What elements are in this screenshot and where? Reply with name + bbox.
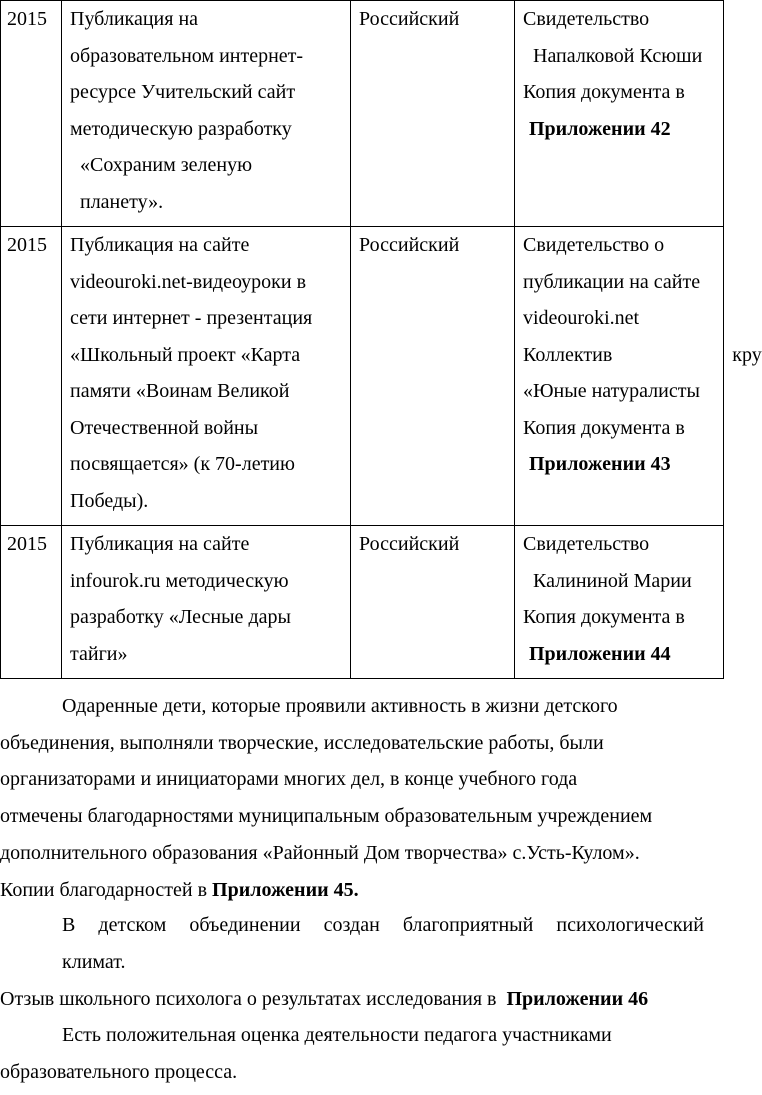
document-cell: Свидетельство Напалковой Ксюши Копия документа в Приложении 42 [515, 1, 724, 227]
year-cell: 2015 [1, 526, 62, 679]
description-cell: Публикация на образовательном интернет- ресурсе Учительский сайт методическую разработку «Сохраним зеленую планету». [62, 1, 351, 227]
climate-paragraph: В детском объединении создан благоприятный психологический климат. [62, 914, 704, 973]
table-row [1, 1, 724, 227]
table-row [1, 526, 724, 679]
description-cell: Публикация на сайте videouroki.net-видеоуроки в сети интернет - презентация «Школьный проект «Карта памяти «Воинам Великой Отечественной войны посвящается» (к 70-летию Победы). [62, 227, 351, 526]
document-cell: Свидетельство Калининой Марии Копия документа в Приложении 44 [515, 526, 724, 679]
psychologist-review-line: Отзыв школьного психолога о результатах исследования в Приложении 46 [0, 988, 649, 1010]
positive-evaluation-paragraph: Есть положительная оценка деятельности педагога участниками образовательного процесса. [0, 1024, 612, 1083]
year-cell: 2015 [1, 1, 62, 227]
document-cell: Свидетельство о публикации на сайте videouroki.net Коллектив кру «Юные натуралисты Копия документа в Приложении 43 [515, 227, 724, 526]
gifted-children-paragraph: Одаренные дети, которые проявили активность в жизни детского объединения, выполняли творческие, исследовательские работы, были организаторами и инициаторами многих дел, в конце учебного года отмечены благодарностями муниципальным образовательным учреждением дополнительного образования «Районный Дом творчества» с.Усть-Кулом». Копии благодарностей в Приложении 45. [0, 695, 653, 901]
level-cell: Российский [351, 227, 515, 526]
level-cell: Российский [351, 1, 515, 227]
year-cell: 2015 [1, 227, 62, 526]
level-cell: Российский [351, 526, 515, 679]
table-row [1, 227, 724, 526]
description-cell: Публикация на сайте infourok.ru методическую разработку «Лесные дары тайги» [62, 526, 351, 679]
